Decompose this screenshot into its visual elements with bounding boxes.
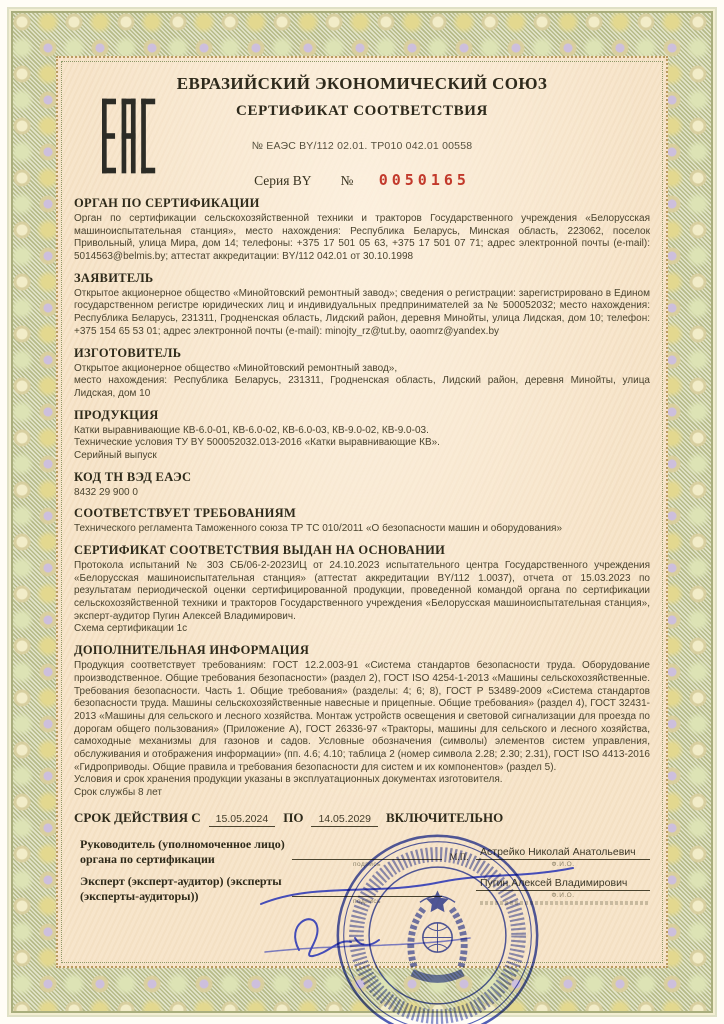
storage-conditions: Условия и срок хранения продукции указаны в эксплуатационных документах изготовителя.	[74, 774, 503, 786]
expert-name: Пугин Алексей Владимирович	[476, 877, 650, 891]
section-text: Открытое акционерное общество «Минойтовский ремонтный завод»,	[74, 362, 398, 374]
section-certification-body	[74, 196, 650, 264]
expert-signature-row	[74, 874, 650, 905]
section-text: Орган по сертификации сельскохозяйственной техники и тракторов Государственного учреждения «Белорусская машиноиспытательная станция», место нахождения: Республика Беларусь, Минская область, 223062, поселок Привольный, улица Мира, дом 14; телефоны: +375 17 501 05 63, +375 17 501 07 71; адрес электронной почты (e-mail): 5014563@belmis.by; аттестат аккредитации: BY/112 042.01 от 30.10.1998	[74, 213, 650, 263]
section-text: Серийный выпуск	[74, 449, 157, 461]
head-signature-field	[292, 845, 442, 868]
head-role-label: Руководитель (уполномоченное лицо) органа по сертификации	[80, 836, 285, 867]
section-tnved-code	[74, 470, 650, 500]
printer-imprint	[480, 901, 650, 905]
validity-from-date: 15.05.2024	[209, 813, 276, 827]
section-text: Продукция соответствует требованиям: ГОСТ 12.2.003-91 «Система стандартов безопасности труда. Оборудование производственное. Общие требования безопасности» (раздел 2), ГОСТ ISO 4254-1-2013 «Машины сельскохозяйственные. Требования безопасности. Часть 1. Общие требования» (разделы: 4; 6; 8), ГОСТ Р 53489-2009 «Система стандартов безопасности труда. Машины сельскохозяйственные навесные и прицепные. Общие требования» (раздел 4), ГОСТ 32431-2013 «Машины для сельского и лесного хозяйства. Монтаж устройств освещения и световой сигнализации для проезда по дорогам общего пользования» (Приложение А), ГОСТ 26336-97 «Тракторы, машины для сельского и лесного хозяйства, самоходные механизмы для газонов и садов. Условные обозначения (символы) элементов систем управления, обслуживания и отображения информации» (пп. 4.6; 4.10; таблица 2 (номер символа 2.28; 2.30; 2.31), ГОСТ ISO 4413-2016 «Гидроприводы. Общие правила и требования безопасности для систем и их компонентов» (раздел 5).	[74, 660, 650, 773]
head-name: Астрейко Николай Анатольевич	[476, 846, 650, 860]
eac-mark-icon	[102, 98, 158, 174]
section-text: Протокола испытаний № 303 СБ/06-2-2023ИЦ от 24.10.2023 испытательного центра Государственного учреждения «Белорусская машиноиспытательная станция» (аттестат аккредитации BY/112 1.0037), отчета от 15.03.2023 по результатам периодической оценки сертифицированной продукции, проведенной командой органа по сертификации сельскохозяйственной техники и тракторов Государственного учреждения «Белорусская машиноиспытательная станция», эксперт-аудитор Пугин Алексей Владимирович.	[74, 560, 650, 622]
signature-caption: подпись	[352, 898, 382, 906]
union-title: ЕВРАЗИЙСКИЙ ЭКОНОМИЧЕСКИЙ СОЮЗ	[176, 74, 548, 93]
validity-to-date: 14.05.2029	[311, 813, 378, 827]
serial-number: 0050165	[378, 171, 470, 189]
validity-inclusive-label: ВКЛЮЧИТЕЛЬНО	[386, 809, 504, 825]
section-heading: КОД ТН ВЭД ЕАЭС	[74, 469, 192, 484]
expert-name-field	[476, 877, 650, 905]
section-text: Открытое акционерное общество «Минойтовский ремонтный завод»; сведения о регистрации: зарегистрировано в Едином государственном регистре юридических лиц и индивидуальных предпринимателей за № 500052032; место нахождения: Республика Беларусь, 231311, Гродненская область, Лидский район, деревня Минойты, улица Лидская, дом 10; телефон: +375 154 65 53 01; адрес электронной почты (e-mail): minojty_rz@tut.by, oaomrz@yandex.by	[74, 287, 650, 337]
certificate-sheet	[56, 56, 668, 968]
tnved-code-value: 8432 29 900 0	[74, 486, 138, 498]
head-signature-row	[74, 837, 650, 868]
certificate-header	[74, 74, 650, 189]
number-sign: №	[340, 173, 354, 188]
section-heading: ПРОДУКЦИЯ	[74, 407, 159, 422]
document-title: СЕРТИФИКАТ СООТВЕТСТВИЯ	[236, 103, 488, 119]
service-life: Срок службы 8 лет	[74, 787, 162, 798]
section-issue-basis	[74, 543, 650, 636]
head-name-field	[476, 846, 650, 868]
section-heading: СООТВЕТСТВУЕТ ТРЕБОВАНИЯМ	[74, 506, 297, 521]
fio-caption: Ф.И.О.	[551, 892, 575, 900]
section-heading: ИЗГОТОВИТЕЛЬ	[74, 345, 182, 360]
section-text: Катки выравнивающие КВ-6.0-01, КВ-6.0-02, КВ-6.0-03, КВ-9.0-02, КВ-9.0-03.	[74, 424, 429, 436]
expert-role-label: Эксперт (эксперт-аудитор) (эксперты (эксперты-аудиторы))	[80, 873, 282, 904]
section-text: Технические условия ТУ BY 500052032.013-2016 «Катки выравнивающие КВ».	[74, 437, 440, 449]
section-additional-info	[74, 643, 650, 800]
signature-line	[292, 882, 442, 897]
section-heading: ЗАЯВИТЕЛЬ	[74, 270, 154, 285]
section-heading: ОРГАН ПО СЕРТИФИКАЦИИ	[74, 196, 260, 210]
section-applicant	[74, 271, 650, 339]
certification-scheme: Схема сертификации 1с	[74, 623, 188, 635]
section-production	[74, 408, 650, 463]
validity-from-label: СРОК ДЕЙСТВИЯ С	[74, 809, 201, 825]
series-label: Серия BY	[254, 173, 312, 188]
section-heading: ДОПОЛНИТЕЛЬНАЯ ИНФОРМАЦИЯ	[74, 643, 310, 658]
section-text: место нахождения: Республика Беларусь, 231311, Гродненская область, Лидский район, деревня Минойты, улица Лидская, дом 10	[74, 375, 650, 399]
section-manufacturer	[74, 346, 650, 401]
section-text: Технического регламента Таможенного союза ТР ТС 010/2011 «О безопасности машин и оборудования»	[74, 523, 563, 535]
fio-caption: Ф.И.О.	[551, 860, 575, 868]
signature-line	[292, 845, 442, 860]
certificate-number: № ЕАЭС BY/112 02.01. ТР010 042.01 00558	[251, 140, 473, 152]
signature-caption: подпись	[352, 860, 382, 868]
signature-block	[74, 837, 650, 905]
stamp-place-label: М.П.	[449, 851, 469, 862]
validity-to-label: ПО	[283, 809, 304, 825]
series-row	[74, 171, 650, 189]
section-heading: СЕРТИФИКАТ СООТВЕТСТВИЯ ВЫДАН НА ОСНОВАНИИ	[74, 543, 446, 557]
expert-signature-field	[292, 882, 442, 905]
validity-period	[74, 810, 650, 827]
section-requirements	[74, 506, 650, 536]
